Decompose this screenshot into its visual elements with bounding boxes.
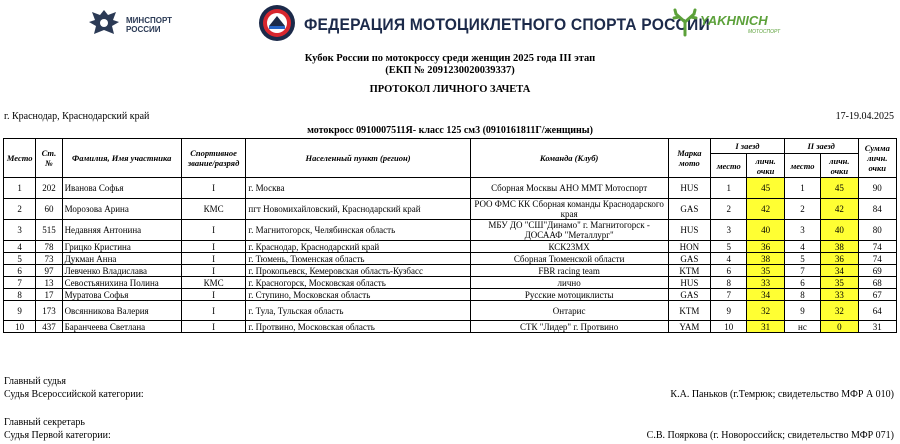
cell-city: г. Краснодар, Краснодарский край [246,241,470,253]
federation-logo [258,4,710,44]
cell-city: г. Красногорск, Московская область [246,277,470,289]
cell-city: г. Тула, Тульская область [246,301,470,321]
federation-emblem-icon [258,4,296,42]
table-row [4,178,897,199]
cell-name: Недавняя Антонина [62,220,181,241]
cell-race2-place: 7 [784,265,820,277]
cell-team: КСК23МХ [470,241,668,253]
cell-rank: I [181,253,246,265]
antlers-icon [670,8,700,38]
col-race1-place: место [711,154,747,178]
col-place: Место [4,139,36,178]
cell-race2-place: 9 [784,301,820,321]
cell-race2-place: нс [784,321,820,333]
cell-race2-points: 40 [821,220,858,241]
cell-start-no: 97 [36,265,62,277]
chief-secretary-label: Главный секретарь [4,417,85,428]
cell-start-no: 17 [36,289,62,301]
cell-place: 7 [4,277,36,289]
cell-race1-points: 42 [747,199,784,220]
col-city: Населенный пункт (регион) [246,139,470,178]
cell-start-no: 515 [36,220,62,241]
col-name: Фамилия, Имя участника [62,139,181,178]
event-title: Кубок России по мотокроссу среди женщин 2025 года III этап [304,53,596,64]
cell-race2-points: 36 [821,253,858,265]
chief-secretary-name: С.В. Пояркова (г. Новороссийск; свидетельство МФР 071) [646,430,894,441]
table-row [4,220,897,241]
cell-race2-place: 6 [784,277,820,289]
cell-brand: KTM [668,301,710,321]
cell-place: 9 [4,301,36,321]
cell-brand: GAS [668,199,710,220]
cell-team: СТК "Лидер" г. Протвино [470,321,668,333]
chief-judge-name: К.А. Паньков (г.Темрюк; свидетельство МФР А 010) [670,389,894,400]
cell-name: Овсянникова Валерия [62,301,181,321]
results-body [4,178,897,333]
logo-bar [0,0,900,50]
cell-name: Дукман Анна [62,253,181,265]
cell-city: пгт Новомихайловский, Краснодарский край [246,199,470,220]
cell-race2-points: 0 [821,321,858,333]
cell-sum: 64 [858,301,896,321]
cell-race1-points: 34 [747,289,784,301]
event-dates: 17-19.04.2025 [835,111,894,122]
cell-rank: I [181,220,246,241]
cell-team: лично [470,277,668,289]
cell-start-no: 202 [36,178,62,199]
col-team: Команда (Клуб) [470,139,668,178]
cell-brand: KTM [668,265,710,277]
cell-start-no: 13 [36,277,62,289]
cell-brand: HUS [668,277,710,289]
cell-city: г. Магнитогорск, Челябинская область [246,220,470,241]
cell-team: FBR racing team [470,265,668,277]
cell-name: Баранчеева Светлана [62,321,181,333]
col-race1-points: личн. очки [747,154,784,178]
cell-city: г. Москва [246,178,470,199]
cell-place: 1 [4,178,36,199]
col-sum: Сумма личн. очки [858,139,896,178]
cell-sum: 84 [858,199,896,220]
header-row [4,139,897,154]
table-row [4,241,897,253]
cell-race1-place: 2 [711,199,747,220]
cell-race1-points: 45 [747,178,784,199]
cell-race1-place: 10 [711,321,747,333]
cell-race2-points: 35 [821,277,858,289]
cell-race1-points: 40 [747,220,784,241]
cell-race1-place: 6 [711,265,747,277]
cell-brand: YAM [668,321,710,333]
cell-start-no: 73 [36,253,62,265]
results-table [3,138,897,333]
cell-brand: HON [668,241,710,253]
cell-race2-place: 2 [784,199,820,220]
col-rank: Спортивное звание/разряд [181,139,246,178]
cell-sum: 31 [858,321,896,333]
cell-brand: HUS [668,220,710,241]
cell-race2-points: 32 [821,301,858,321]
cell-team: МБУ ДО "СШ"Динамо" г. Магнитогорск - ДОСААФ "Металлург" [470,220,668,241]
cell-place: 8 [4,289,36,301]
cell-race2-place: 4 [784,241,820,253]
table-row [4,199,897,220]
sponsor-subtitle: МОТОСПОРТ [748,29,781,35]
cell-rank: I [181,321,246,333]
cell-brand: GAS [668,253,710,265]
eagle-emblem-icon [86,6,122,42]
cell-sum: 90 [858,178,896,199]
cell-name: Севостьянихина Полина [62,277,181,289]
cell-race2-points: 42 [821,199,858,220]
table-row [4,321,897,333]
cell-race1-points: 31 [747,321,784,333]
cell-rank: КМС [181,199,246,220]
cell-name: Левченко Владислава [62,265,181,277]
cell-rank: I [181,241,246,253]
sponsor-logo [670,8,800,40]
cell-sum: 80 [858,220,896,241]
col-start-no: Ст. № [36,139,62,178]
cell-race1-place: 3 [711,220,747,241]
cell-race2-points: 34 [821,265,858,277]
cell-start-no: 78 [36,241,62,253]
cell-place: 10 [4,321,36,333]
cell-team: РОО ФМС КК Сборная команды Краснодарского края [470,199,668,220]
cell-sum: 69 [858,265,896,277]
minsport-text: МИНСПОРТ РОССИИ [126,16,173,34]
cell-team: Сборная Тюменской области [470,253,668,265]
table-row [4,301,897,321]
cell-race1-points: 36 [747,241,784,253]
cell-race2-place: 3 [784,220,820,241]
cell-sum: 74 [858,253,896,265]
cell-race1-place: 8 [711,277,747,289]
cell-city: г. Тюмень, Тюменская область [246,253,470,265]
cell-rank: I [181,301,246,321]
cell-place: 3 [4,220,36,241]
cell-start-no: 173 [36,301,62,321]
cell-race1-place: 7 [711,289,747,301]
table-row [4,289,897,301]
cell-race2-points: 33 [821,289,858,301]
cell-name: Иванова Софья [62,178,181,199]
cell-race1-points: 38 [747,253,784,265]
cell-race1-points: 33 [747,277,784,289]
cell-team: Русские мотоциклисты [470,289,668,301]
col-race1: I заезд [711,139,785,154]
cell-name: Грицко Кристина [62,241,181,253]
cell-team: Сборная Москвы АНО ММТ Мотоспорт [470,178,668,199]
ekp-number: (ЕКП № 2091230020039337) [385,65,515,76]
col-race2-points: личн. очки [821,154,858,178]
federation-name: ФЕДЕРАЦИЯ МОТОЦИКЛЕТНОГО СПОРТА РОССИИ [304,15,710,34]
cell-rank: I [181,289,246,301]
col-race2-place: место [784,154,820,178]
chief-secretary-category: Судья Первой категории: [4,430,111,441]
cell-sum: 74 [858,241,896,253]
col-brand: Марка мото [668,139,710,178]
cell-place: 2 [4,199,36,220]
cell-city: г. Протвино, Московская область [246,321,470,333]
sponsor-name: YAKHNICH [700,13,768,28]
cell-rank: I [181,178,246,199]
cell-place: 6 [4,265,36,277]
cell-city: г. Ступино, Московская область [246,289,470,301]
cell-race1-place: 9 [711,301,747,321]
protocol-title: ПРОТОКОЛ ЛИЧНОГО ЗАЧЕТА [369,84,531,95]
table-row [4,265,897,277]
cell-race1-place: 4 [711,253,747,265]
cell-name: Морозова Арина [62,199,181,220]
col-race2: II заезд [784,139,858,154]
cell-race1-points: 32 [747,301,784,321]
cell-name: Муратова Софья [62,289,181,301]
cell-start-no: 60 [36,199,62,220]
chief-judge-category: Судья Всероссийской категории: [4,389,144,400]
cell-rank: I [181,265,246,277]
cell-race2-place: 8 [784,289,820,301]
cell-race1-place: 1 [711,178,747,199]
cell-place: 5 [4,253,36,265]
cell-brand: HUS [668,178,710,199]
cell-start-no: 437 [36,321,62,333]
cell-rank: КМС [181,277,246,289]
cell-city: г. Прокопьевск, Кемеровская область-Кузбасс [246,265,470,277]
cell-sum: 67 [858,289,896,301]
cell-race1-points: 35 [747,265,784,277]
cell-place: 4 [4,241,36,253]
cell-race2-points: 45 [821,178,858,199]
cell-brand: GAS [668,289,710,301]
chief-judge-label: Главный судья [4,376,67,387]
cell-team: Онтарис [470,301,668,321]
class-title: мотокросс 0910007511Я- класс 125 см3 (0910161811Г/женщины) [307,125,593,136]
cell-race2-place: 1 [784,178,820,199]
table-row [4,253,897,265]
event-location: г. Краснодар, Краснодарский край [4,111,150,122]
cell-race2-place: 5 [784,253,820,265]
minsport-logo [86,6,206,42]
table-row [4,277,897,289]
cell-race1-place: 5 [711,241,747,253]
cell-race2-points: 38 [821,241,858,253]
cell-sum: 68 [858,277,896,289]
